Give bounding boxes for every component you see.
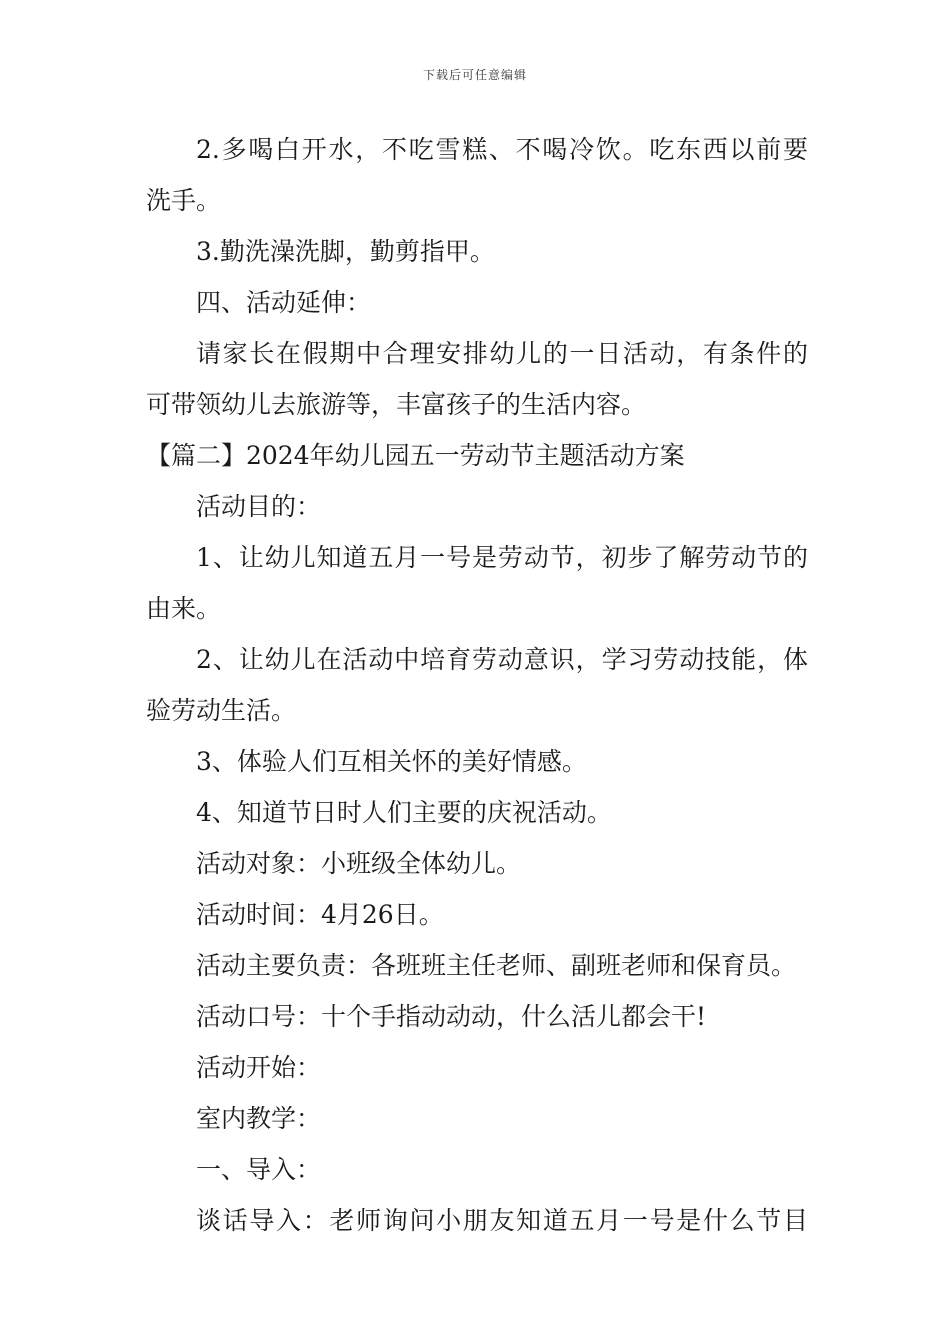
body-text	[146, 124, 808, 1246]
paragraph-line: 可带领幼儿去旅游等，丰富孩子的生活内容。	[146, 390, 647, 419]
paragraph-line: 2.多喝白开水，不吃雪糕、不喝冷饮。吃东西以前要	[196, 135, 808, 164]
section-heading: 一、导入：	[196, 1155, 322, 1184]
paragraph-line: 活动对象：小班级全体幼儿。	[196, 849, 522, 878]
section-heading: 活动目的：	[196, 492, 322, 521]
section-heading: 四、活动延伸：	[196, 288, 372, 317]
paragraph-line: 洗手。	[146, 186, 222, 215]
header-note: 下载后可任意编辑	[422, 68, 527, 82]
paragraph-line: 活动时间：4月26日。	[196, 900, 444, 929]
paragraph-line: 请家长在假期中合理安排幼儿的一日活动，有条件的	[196, 339, 808, 368]
section-heading: 活动开始：	[196, 1053, 322, 1082]
paragraph-line: 1、让幼儿知道五月一号是劳动节，初步了解劳动节的	[196, 543, 808, 572]
paragraph-line: 活动口号：十个手指动动动，什么活儿都会干!	[196, 1002, 707, 1031]
paragraph-line: 谈话导入：老师询问小朋友知道五月一号是什么节目	[196, 1206, 808, 1235]
paragraph-line: 4、知道节日时人们主要的庆祝活动。	[196, 798, 612, 827]
paragraph-line: 验劳动生活。	[146, 696, 297, 725]
article-title: 【篇二】2024年幼儿园五一劳动节主题活动方案	[146, 441, 685, 470]
paragraph-line: 3、体验人们互相关怀的美好情感。	[196, 747, 587, 776]
paragraph-line: 由来。	[146, 594, 222, 623]
section-heading: 室内教学：	[196, 1104, 322, 1133]
paragraph-line: 活动主要负责：各班班主任老师、副班老师和保育员。	[196, 951, 797, 980]
paragraph-line: 3.勤洗澡洗脚，勤剪指甲。	[196, 237, 495, 266]
paragraph-line: 2、让幼儿在活动中培育劳动意识，学习劳动技能，体	[196, 645, 808, 674]
